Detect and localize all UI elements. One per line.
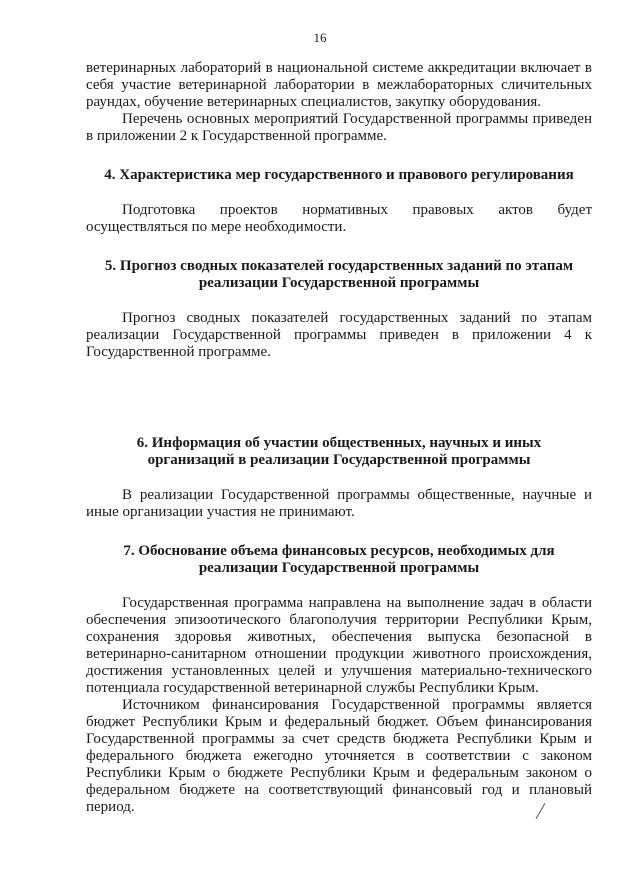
paragraph-program-goals: Государственная программа направлена на выполнение задач в области обеспечения эпизоотического благополучия территории Республики Крым, сохранения здоровья животных, обеспечения выпуска безопасной в ветеринарно-санитарном отношении продукции животного происхождения, достижения установленных целей и улучшения материально-технического потенциала государственной ветеринарной службы Республики Крым. <box>86 595 592 696</box>
paragraph-regulation: Подготовка проектов нормативных правовых актов будет осуществляться по мере необходимости. <box>86 202 592 235</box>
document-body <box>86 60 592 816</box>
section-heading-4: 4. Характеристика мер государственного и правового регулирования <box>104 167 574 183</box>
section-heading-6-line-2: организаций в реализации Государственной программы <box>147 452 531 468</box>
section-heading-5-line-2: реализации Государственной программы <box>198 275 480 291</box>
paragraph-funding-source: Источником финансирования Государственной программы является бюджет Республики Крым и федеральный бюджет. Объем финансирования Государственной программы за счет средств бюджета Республики Крым и федерального бюджета ежегодно уточняется в соответствии с законом Республики Крым о бюджете Республики Крым и федеральным законом о федеральном бюджете на соответствующий финансовый год и плановый период. <box>86 697 592 815</box>
page-number: 16 <box>313 30 327 45</box>
section-heading-5 <box>86 258 592 292</box>
paragraph-participation: В реализации Государственной программы общественные, научные и иные организации участия не принимают. <box>86 487 592 520</box>
section-heading-7-line-2: реализации Государственной программы <box>198 560 480 576</box>
section-heading-5-line-1: 5. Прогноз сводных показателей государственных заданий по этапам <box>104 258 574 274</box>
paragraph-activities-list: Перечень основных мероприятий Государственной программы приведен в приложении 2 к Государственной программе. <box>86 111 592 144</box>
section-heading-6 <box>86 435 592 469</box>
section-heading-7-line-1: 7. Обоснование объема финансовых ресурсов, необходимых для <box>123 543 555 559</box>
section-heading-6-line-1: 6. Информация об участии общественных, научных и иных <box>136 435 542 451</box>
paragraph-forecast: Прогноз сводных показателей государственных заданий по этапам реализации Государственной программы приведен в приложении 4 к Государственной программе. <box>86 310 592 360</box>
paragraph-lab-accreditation: ветеринарных лабораторий в национальной системе аккредитации включает в себя участие ветеринарной лаборатории в межлабораторных сличительных раундах, обучение ветеринарных специалистов, закупку оборудования. <box>86 60 592 110</box>
section-heading-7 <box>86 543 592 577</box>
